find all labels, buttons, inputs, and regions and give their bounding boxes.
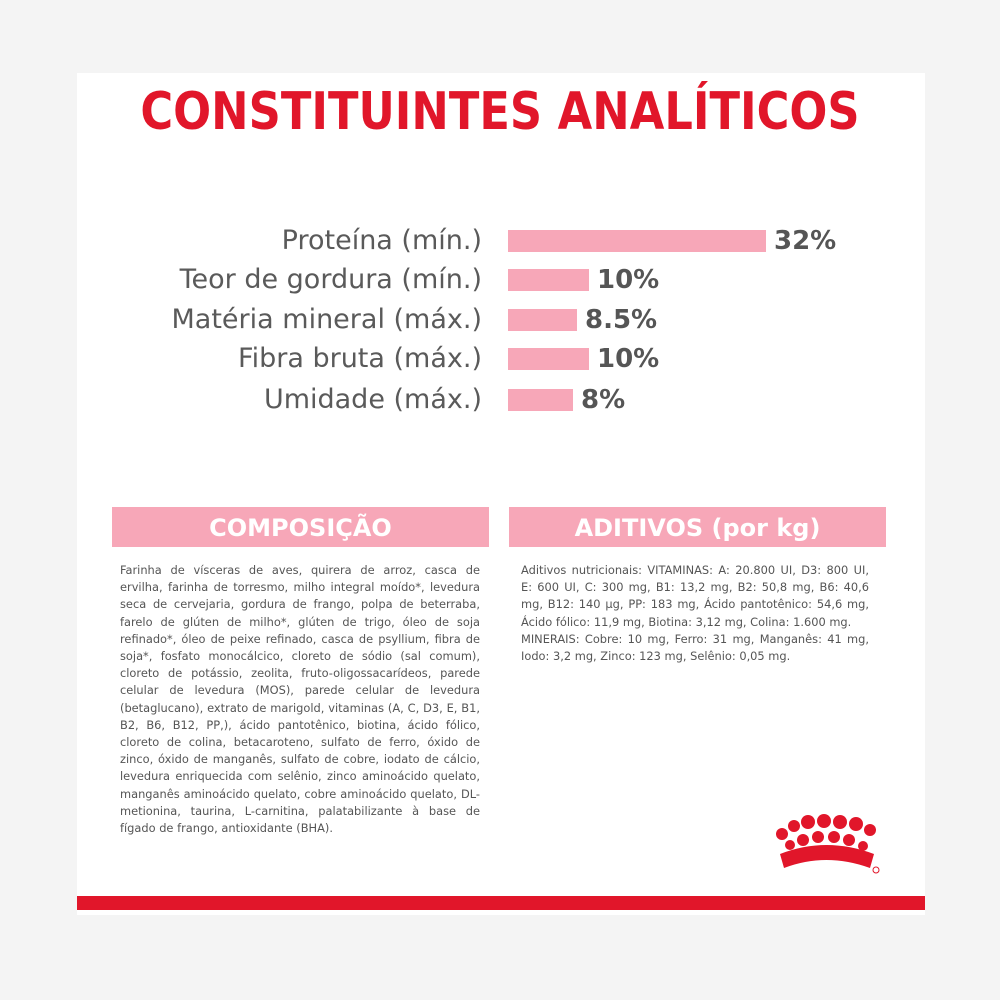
analytics-bar: [508, 348, 589, 370]
analytics-bar: [508, 389, 573, 411]
analytics-row-mineral: [0, 300, 1000, 340]
composition-heading: COMPOSIÇÃO: [112, 507, 489, 547]
analytics-label: Teor de gordura (mín.): [179, 264, 482, 295]
additives-text: [521, 562, 869, 665]
analytics-value: 32%: [774, 226, 837, 256]
analytics-row-moisture: [0, 380, 1000, 420]
analytics-row-protein: [0, 221, 1000, 261]
analytics-bar: [508, 269, 589, 291]
analytics-bar: [508, 309, 577, 331]
additives-minerals: MINERAIS: Cobre: 10 mg, Ferro: 31 mg, Manganês: 41 mg, Iodo: 3,2 mg, Zinco: 123 mg, Selênio: 0,05 mg.: [521, 631, 869, 664]
additives-vitamins: Aditivos nutricionais: VITAMINAS: A: 20.800 UI, D3: 800 UI, E: 600 UI, C: 300 mg, B1: 13,2 mg, B2: 50,8 mg, B6: 40,6 mg, B12: 140 µg, PP: 183 mg, Ácido pantotênico: 54,6 mg, Ácido fólico: 11,9 mg, Biotina: 3,12 mg, Colina: 1.600 mg.: [521, 563, 869, 629]
analytics-label: Matéria mineral (máx.): [171, 304, 482, 335]
analytics-value: 8.5%: [585, 305, 658, 335]
analytics-row-fiber: [0, 339, 1000, 379]
analytics-value: 10%: [597, 344, 660, 374]
royal-canin-crown-icon: [770, 812, 890, 878]
composition-text: [120, 562, 480, 837]
footer-red-bar: [77, 896, 925, 910]
analytics-label: Proteína (mín.): [281, 225, 482, 256]
page-title: CONSTITUINTES ANALÍTICOS: [140, 82, 860, 142]
analytics-label: Fibra bruta (máx.): [238, 343, 482, 374]
analytics-row-fat: [0, 260, 1000, 300]
composition-paragraph: Farinha de vísceras de aves, quirera de arroz, casca de ervilha, farinha de torresmo, milho integral moído*, levedura seca de cervejaria, gordura de frango, polpa de beterraba, farelo de glúten de milho*, glúten de trigo, óleo de soja refinado*, óleo de peixe refinado, casca de psyllium, fibra de soja*, fosfato monocálcico, cloreto de sódio (sal comum), cloreto de potássio, zeolita, fruto-oligossacarídeos, parede celular de levedura (MOS), parede celular de levedura (betaglucano), extrato de marigold, vitaminas (A, C, D3, E, B1, B2, B6, B12, PP,), ácido pantotênico, biotina, ácido fólico, cloreto de colina, betacaroteno, sulfato de ferro, óxido de zinco, óxido de manganês, sulfato de cobre, iodato de cálcio, levedura enriquecida com selênio, zinco aminoácido quelato, manganês aminoácido quelato, cobre aminoácido quelato, DL-metionina, taurina, L-carnitina, palatabilizante à base de fígado de frango, antioxidante (BHA).: [120, 563, 480, 836]
analytics-bar: [508, 230, 766, 252]
analytics-value: 10%: [597, 265, 660, 295]
analytics-label: Umidade (máx.): [263, 384, 482, 415]
additives-heading: ADITIVOS (por kg): [509, 507, 886, 547]
analytics-value: 8%: [581, 385, 626, 415]
